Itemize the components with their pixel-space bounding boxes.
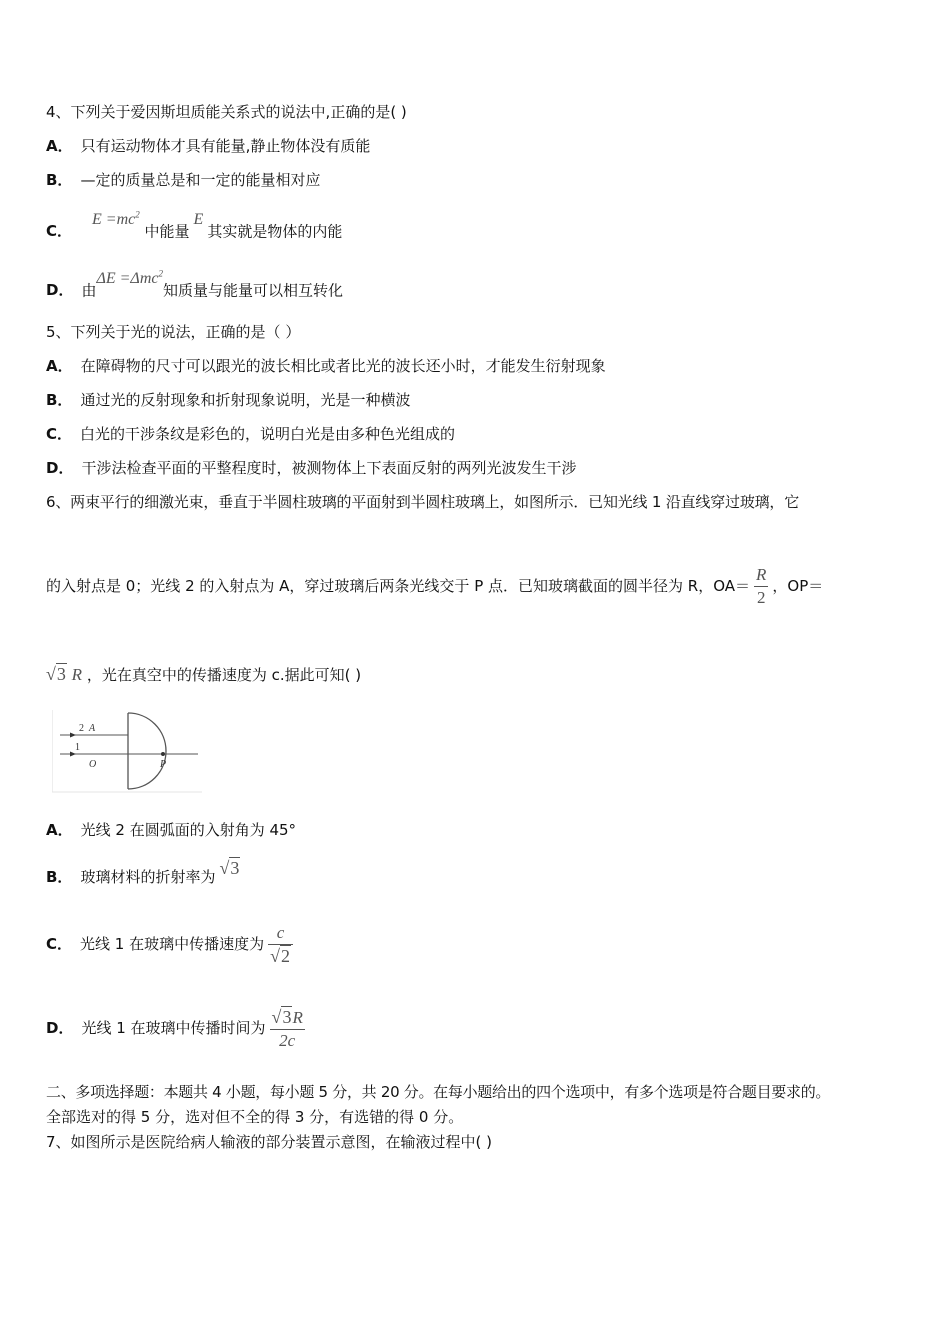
q6-option-b	[46, 860, 240, 893]
option-text: 其实就是物体的内能	[207, 222, 343, 241]
option-text: 通过光的反射现象和折射现象说明，光是一种横波	[80, 391, 411, 409]
q6-option-c	[46, 914, 297, 974]
option-label: C．	[46, 425, 73, 443]
label-o: O	[89, 759, 97, 770]
option-text: 在障碍物的尺寸可以跟光的波长相比或者比光的波长还小时，才能发生衍射现象	[80, 357, 606, 375]
formula-exponent: 2	[135, 210, 140, 220]
q5-option-b	[46, 390, 410, 410]
formula-exponent: 2	[158, 269, 163, 279]
label-ray-2: 2	[79, 723, 84, 734]
radicand: 2	[281, 945, 290, 966]
label-ray-1: 1	[75, 742, 80, 753]
option-text: 中能量	[144, 222, 190, 241]
q5-option-c	[46, 424, 455, 444]
fraction-numerator: R	[754, 564, 768, 587]
q6-option-a	[46, 820, 296, 840]
option-text: 白光的干涉条纹是彩色的，说明白光是由多种色光组成的	[80, 425, 456, 443]
fraction-denominator: 2c	[279, 1030, 296, 1050]
radicand: 3	[230, 858, 240, 878]
option-text: 光线 2 在圆弧面的入射角为 45°	[80, 821, 297, 839]
option-text: 干涉法检查平面的平整程度时，被测物体上下表面反射的两列光波发生干涉	[81, 459, 577, 477]
option-label: B．	[46, 171, 73, 189]
fraction-sqrt3r-over-2c	[270, 1006, 305, 1052]
q5-option-a	[46, 356, 606, 376]
option-text: 由	[81, 281, 97, 300]
option-text: 光线 1 在玻璃中传播速度为	[80, 935, 265, 953]
fraction-c-over-sqrt2	[268, 922, 293, 968]
q4-option-c	[46, 210, 343, 242]
fraction-denominator	[268, 945, 293, 968]
section2-instructions-line2: 全部选对的得 5 分，选对但不全的得 3 分，有选错的得 0 分。	[46, 1108, 464, 1126]
formula-text: E =mc	[92, 211, 136, 229]
q4-option-a	[46, 136, 370, 156]
formula-text: ΔE =Δmc	[96, 270, 159, 288]
sqrt-3: √3	[219, 858, 240, 878]
q4-option-d	[46, 269, 343, 301]
formula-e-mc2	[92, 211, 140, 228]
q6-option-d	[46, 998, 309, 1058]
radicand: 3	[282, 1006, 292, 1027]
sqrt-3: √3	[46, 664, 66, 684]
section2-instructions-line1: 二、多项选择题：本题共 4 小题，每小题 5 分，共 20 分。在每小题给出的四个选项中，有多个选项是符合题目要求的。	[46, 1083, 831, 1101]
option-label: D．	[46, 1019, 74, 1037]
option-label: A．	[46, 821, 73, 839]
option-text: 知质量与能量可以相互转化	[162, 281, 343, 300]
option-text: 只有运动物体才具有能量,静止物体没有质能	[80, 137, 371, 155]
q4-stem: 4、下列关于爱因斯坦质能关系式的说法中,正确的是( )	[46, 103, 407, 121]
fraction-numerator: c	[268, 922, 293, 945]
label-a: A	[89, 723, 96, 734]
stem-text: 的入射点是 0；光线 2 的入射点为 A，穿过玻璃后两条光线交于 P 点．已知玻璃截面的圆半径为 R，OA＝	[46, 577, 751, 595]
option-label: D．	[46, 281, 74, 300]
q6-stem-line2	[46, 556, 823, 616]
option-label: C．	[46, 935, 73, 953]
q6-stem-line1: 6、两束平行的细激光束，垂直于半圆柱玻璃的平面射到半圆柱玻璃上，如图所示．已知光线 1 沿直线穿过玻璃，它	[46, 493, 800, 511]
numerator-variable: R	[292, 1007, 303, 1027]
glass-arc	[128, 713, 166, 789]
stem-text: ，OP＝	[772, 577, 824, 595]
formula-delta-e	[96, 270, 163, 287]
option-text: —定的质量总是和一定的能量相对应	[80, 171, 321, 189]
variable-e: E	[193, 211, 204, 229]
stem-text: ，光在真空中的传播速度为 c.据此可知( )	[86, 666, 362, 684]
radicand: 3	[56, 664, 66, 684]
option-label: A．	[46, 357, 73, 375]
label-p: P	[160, 759, 167, 770]
q7-stem: 7、如图所示是医院给病人输液的部分装置示意图，在输液过程中( )	[46, 1133, 493, 1151]
fraction-numerator	[270, 1006, 305, 1030]
option-label: B．	[46, 868, 73, 886]
option-text: 玻璃材料的折射率为	[80, 868, 216, 886]
option-label: A．	[46, 137, 73, 155]
option-label: D．	[46, 459, 74, 477]
fraction-r-over-2	[754, 564, 768, 609]
option-label: C．	[46, 222, 73, 241]
variable-r: R	[71, 665, 83, 684]
q4-option-b	[46, 170, 320, 190]
q5-option-d	[46, 458, 576, 478]
q6-stem-line3	[46, 654, 361, 695]
option-label: B．	[46, 391, 73, 409]
sqrt-2: √2	[270, 945, 290, 966]
q5-stem: 5、下列关于光的说法，正确的是（ ）	[46, 323, 301, 341]
semicircle-glass-figure	[52, 708, 202, 794]
sqrt-3: √3	[271, 1006, 292, 1027]
point-p-dot	[161, 752, 165, 756]
ray-2-arrow-icon	[70, 733, 76, 738]
fraction-denominator: 2	[756, 588, 766, 607]
option-text: 光线 1 在玻璃中传播时间为	[81, 1019, 266, 1037]
